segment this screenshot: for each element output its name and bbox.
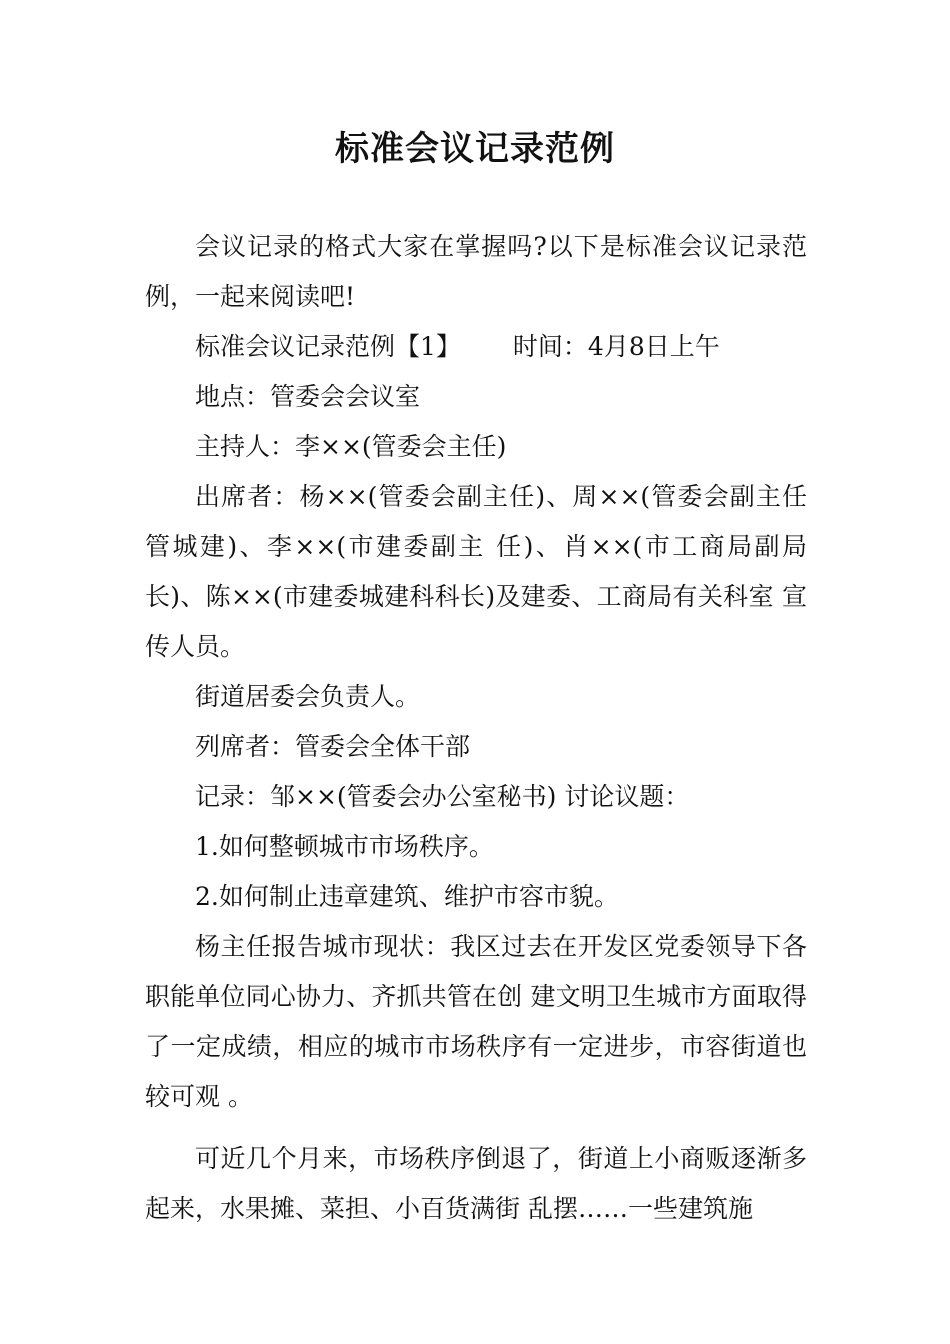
meeting-place: 地点：管委会会议室 [195, 382, 421, 411]
example-heading-line [145, 322, 807, 372]
example-heading: 标准会议记录范例【1】 [195, 332, 461, 361]
meeting-observers: 列席者：管委会全体干部 [195, 732, 471, 761]
document-body [145, 222, 807, 1234]
meeting-time: 时间：4月8日上午 [512, 332, 720, 361]
meeting-host: 主持人：李××(管委会主任) [195, 432, 507, 461]
report-paragraph: 杨主任报告城市现状：我区过去在开发区党委领导下各职能单位同心协力、齐抓共管在创 建文明卫生城市方面取得了一定成绩，相应的城市市场秩序有一定进步，市容街道也较可观 。 [145, 932, 807, 1111]
topic-item-1: 1.如何整顿城市市场秩序。 [195, 832, 494, 861]
street-committee: 街道居委会负责人。 [195, 682, 421, 711]
document-title: 标准会议记录范例 [335, 129, 615, 169]
recent-situation-paragraph: 可近几个月来，市场秩序倒退了，街道上小商贩逐渐多起来，水果摊、菜担、小百货满街 乱摆……一些建筑施 [145, 1144, 807, 1223]
meeting-attendees: 出席者：杨××(管委会副主任)、周××(管委会副主任管城建)、李××(市建委副主 任)、肖××(市工商局副局长)、陈××(市建委城建科科长)及建委、工商局有关科室 宣传人员。 [145, 482, 807, 661]
recorder-and-topics: 记录：邹××(管委会办公室秘书) 讨论议题： [195, 782, 690, 811]
topic-item-2: 2.如何制止违章建筑、维护市容市貌。 [195, 882, 619, 911]
intro-paragraph: 会议记录的格式大家在掌握吗?以下是标准会议记录范例，一起来阅读吧! [145, 232, 807, 311]
